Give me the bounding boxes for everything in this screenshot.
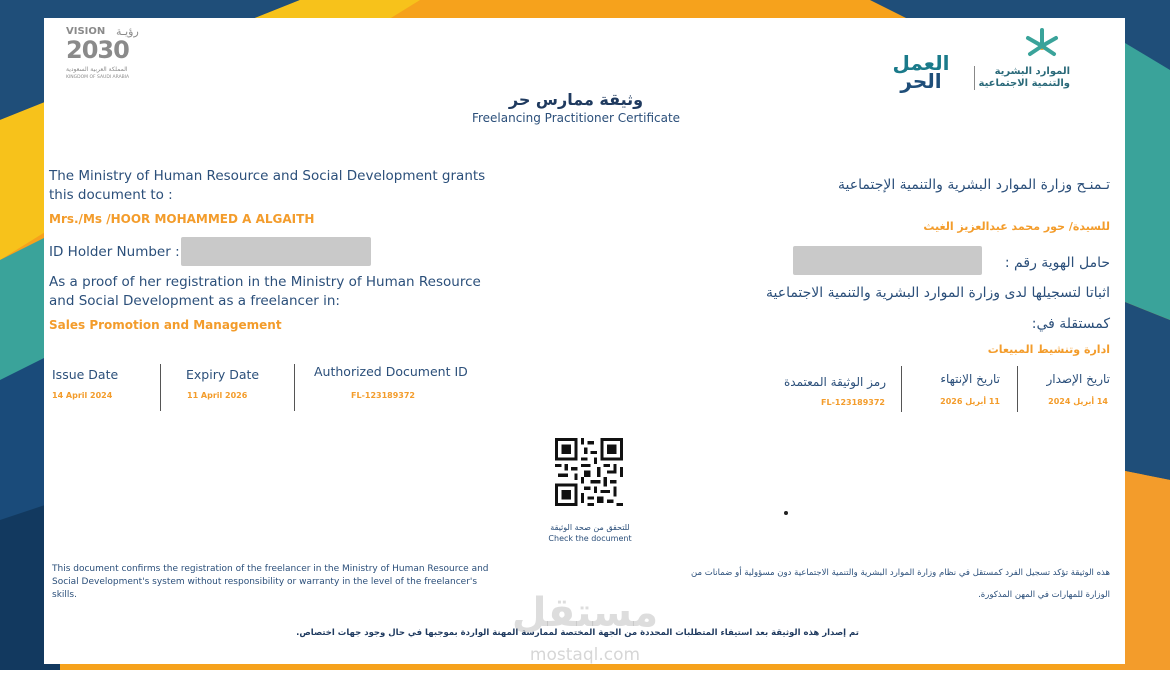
id-number-redacted-ar xyxy=(793,246,982,275)
date-divider xyxy=(1017,366,1018,412)
ministry-logo-line2: والتنمية الاجتماعية xyxy=(978,78,1070,89)
freelance-logo xyxy=(880,51,962,98)
palm-emblem-icon xyxy=(1022,28,1062,64)
issue-date-value-ar: 14 أبريل 2024 xyxy=(1048,397,1108,406)
expiry-date-label-ar: تاريخ الإنتهاء xyxy=(940,372,1000,386)
expiry-date-value-ar: 11 أبريل 2026 xyxy=(940,397,1000,406)
freelance-logo-line1: العمل xyxy=(892,51,950,75)
date-divider xyxy=(160,364,161,411)
expiry-date-label-en: Expiry Date xyxy=(186,367,260,382)
grant-text-ar: تـمنـح وزارة الموارد البشرية والتنمية الإجتماعية xyxy=(838,177,1110,193)
proof-text-ar: اثباتا لتسجيلها لدى وزارة الموارد البشرية والتنمية الاجتماعية xyxy=(765,285,1110,301)
disclaimer-ar-line1: هذه الوثيقة تؤكد تسجيل الفرد كمستقل في نظام وزارة الموارد البشرية والتنمية الاجتماعية دون مسؤولية أو ضمانات من xyxy=(690,568,1110,578)
vision-title-ar: رؤيـة xyxy=(116,25,139,38)
ministry-logo xyxy=(978,28,1070,92)
doc-id-label-ar: رمز الوثيقة المعتمدة xyxy=(784,375,886,389)
vision-sub-en: KINGDOM OF SAUDI ARABIA xyxy=(66,75,130,80)
id-label-ar: حامل الهوية رقم : xyxy=(1004,255,1110,271)
vision-sub-ar: المملكة العربية السعودية xyxy=(66,66,128,73)
date-divider xyxy=(294,364,295,411)
certificate-title-en: Freelancing Practitioner Certificate xyxy=(471,111,681,125)
proof-text-en: As a proof of her registration in the Ministry of Human Resource and Social Development as a freelancer in: xyxy=(49,274,481,309)
watermark-ar: مستقل xyxy=(511,590,659,636)
expiry-date-value-en: 11 April 2026 xyxy=(187,391,248,400)
issue-date-label-ar: تاريخ الإصدار xyxy=(1046,372,1110,386)
vision-year: 2030 xyxy=(66,36,129,64)
dot-mark xyxy=(784,511,788,515)
ministry-logo-line1: الموارد البشرية xyxy=(994,66,1070,77)
watermark-en: mostaql.com xyxy=(529,645,641,665)
vision-2030-logo xyxy=(66,26,156,82)
disclaimer-ar-line2: الوزارة للمهارات في المهن المذكورة. xyxy=(978,590,1110,600)
holder-name-en: Mrs./Ms /HOOR MOHAMMED A ALGAITH xyxy=(49,212,315,226)
id-label-en: ID Holder Number : xyxy=(49,244,180,260)
qr-check-en: Check the document xyxy=(548,534,632,543)
vision-title-en: VISION xyxy=(66,26,106,37)
qr-code[interactable] xyxy=(555,438,623,506)
grant-text-en: The Ministry of Human Resource and Social Development grants this document to : xyxy=(49,168,486,203)
id-number-redacted-en xyxy=(181,237,371,266)
certificate-title-ar: وثيقة ممارس حر xyxy=(508,90,644,109)
doc-id-value-en: FL-123189372 xyxy=(351,391,415,400)
holder-name-ar: للسيدة/ حور محمد عبدالعزيز الغيث xyxy=(923,220,1110,233)
issue-date-value-en: 14 April 2024 xyxy=(52,391,113,400)
issue-date-label-en: Issue Date xyxy=(52,367,119,382)
doc-id-value-ar: FL-123189372 xyxy=(821,398,885,407)
logo-divider xyxy=(974,66,975,90)
qr-check-ar: للتحقق من صحة الوثيقة xyxy=(550,523,630,532)
profession-ar: ادارة وتنشيط المبيعات xyxy=(987,343,1110,356)
footer-note-ar: تم إصدار هذه الوثيقة بعد استيفاء المتطلبات المحددة من الجهة المختصة لممارسة المهنة الواردة بموجبها في حال وجود جهات اختصاص. xyxy=(296,628,859,638)
freelance-logo-line2: الحر xyxy=(900,69,942,93)
date-divider xyxy=(901,366,902,412)
doc-id-label-en: Authorized Document ID xyxy=(314,364,468,379)
freelancer-in-ar: كمستقلة في: xyxy=(1031,316,1110,332)
disclaimer-en: This document confirms the registration of the freelancer in the Ministry of Human Resource and Social Development's system without responsibility or warranty in the level of the freelancer's skills. xyxy=(52,564,489,600)
profession-en: Sales Promotion and Management xyxy=(49,318,282,332)
